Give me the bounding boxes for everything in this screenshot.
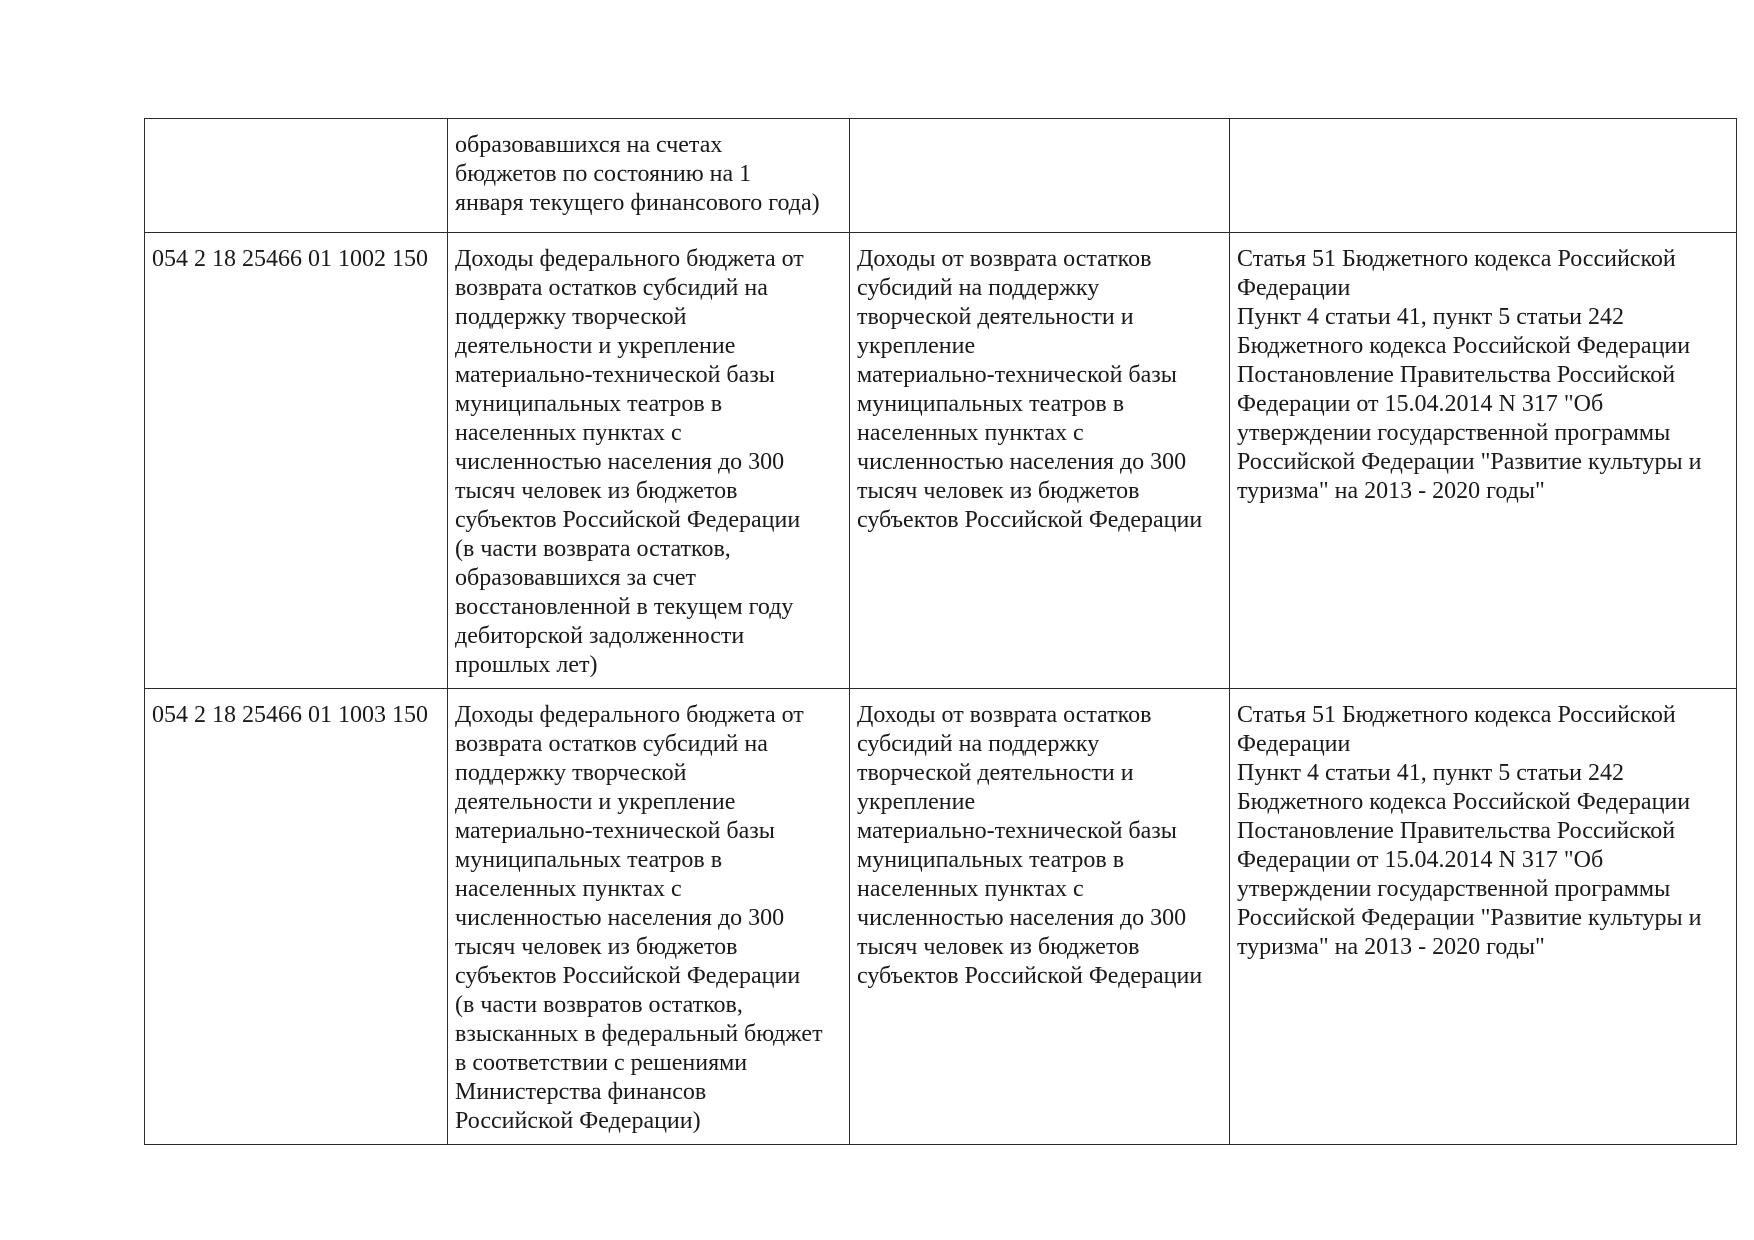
code-cell bbox=[145, 119, 448, 233]
admin-name-cell: Доходы федерального бюджета от возврата остатков субсидий на поддержку творческой деятельности и укрепление материально-технической базы муниципальных театров в населенных пунктах с численностью населения до 300 тысяч человек из бюджетов субъектов Российской Федерации (в части возврата остатков, образовавшихся за счет восстановленной в текущем году дебиторской задолженности прошлых лет) bbox=[448, 233, 850, 689]
table-row bbox=[145, 119, 1737, 233]
income-name-cell bbox=[850, 119, 1230, 233]
legal-basis-cell: Статья 51 Бюджетного кодекса Российской Федерации Пункт 4 статьи 41, пункт 5 статьи 242 Бюджетного кодекса Российской Федерации Постановление Правительства Российской Федерации от 15.04.2014 N 317 "Об утверждении государственной программы Российской Федерации "Развитие культуры и туризма" на 2013 - 2020 годы" bbox=[1230, 689, 1737, 1145]
income-name-cell: Доходы от возврата остатков субсидий на поддержку творческой деятельности и укрепление материально-технической базы муниципальных театров в населенных пунктах с численностью населения до 300 тысяч человек из бюджетов субъектов Российской Федерации bbox=[850, 689, 1230, 1145]
legal-basis-cell bbox=[1230, 119, 1737, 233]
legal-basis-cell: Статья 51 Бюджетного кодекса Российской Федерации Пункт 4 статьи 41, пункт 5 статьи 242 Бюджетного кодекса Российской Федерации Постановление Правительства Российской Федерации от 15.04.2014 N 317 "Об утверждении государственной программы Российской Федерации "Развитие культуры и туризма" на 2013 - 2020 годы" bbox=[1230, 233, 1737, 689]
admin-name-cell: образовавшихся на счетах бюджетов по состоянию на 1 января текущего финансового года) bbox=[448, 119, 850, 233]
table-row bbox=[145, 233, 1737, 689]
admin-name-cell: Доходы федерального бюджета от возврата остатков субсидий на поддержку творческой деятельности и укрепление материально-технической базы муниципальных театров в населенных пунктах с численностью населения до 300 тысяч человек из бюджетов субъектов Российской Федерации (в части возвратов остатков, взысканных в федеральный бюджет в соответствии с решениями Министерства финансов Российской Федерации) bbox=[448, 689, 850, 1145]
code-cell: 054 2 18 25466 01 1002 150 bbox=[145, 233, 448, 689]
code-cell: 054 2 18 25466 01 1003 150 bbox=[145, 689, 448, 1145]
budget-income-table bbox=[144, 118, 1737, 1145]
table-row bbox=[145, 689, 1737, 1145]
income-name-cell: Доходы от возврата остатков субсидий на поддержку творческой деятельности и укрепление материально-технической базы муниципальных театров в населенных пунктах с численностью населения до 300 тысяч человек из бюджетов субъектов Российской Федерации bbox=[850, 233, 1230, 689]
